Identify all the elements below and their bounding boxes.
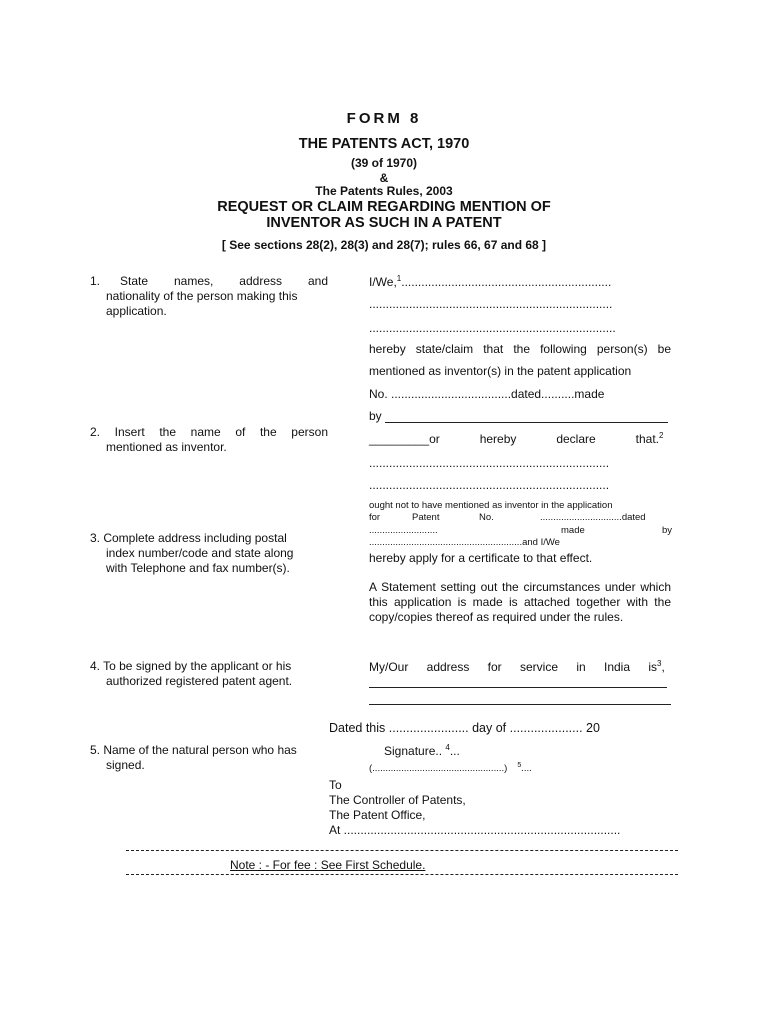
footnote-2-marker: 2 <box>659 431 664 440</box>
declare-line <box>369 431 671 446</box>
made-by-label: by <box>369 409 382 423</box>
address-underline-2 <box>369 704 671 705</box>
footer-divider-top <box>126 850 678 851</box>
note-2-line1: 2. Insert the name of the person <box>90 425 328 439</box>
service-address-text: My/Our address for service in India is <box>369 660 657 674</box>
addressee-to: To <box>329 778 342 792</box>
and-iwe-line: ..........................................................and I/We <box>369 537 560 548</box>
for-label: for <box>369 512 381 523</box>
note-1-line2: nationality of the person making this <box>106 289 298 303</box>
note-1-line1: State names, address and <box>120 274 328 288</box>
note-3-line3: with Telephone and fax number(s). <box>106 561 290 575</box>
by-label-small: by <box>661 525 672 536</box>
note-5-line1: 5. Name of the natural person who has <box>90 743 297 757</box>
fee-note: Note : - For fee : See First Schedule. <box>230 858 426 872</box>
ought-not-line: ought not to have mentioned as inventor in the application <box>369 500 613 511</box>
small-dots: .......................... <box>369 525 438 536</box>
inventor-name-dots-1: ........................................................................ <box>369 456 610 470</box>
addressee-controller: The Controller of Patents, <box>329 793 466 807</box>
declare-text: _________or hereby declare that. <box>369 432 659 446</box>
addressee-at: At ................................................................................... <box>329 823 621 837</box>
statement-paragraph: A Statement setting out the circumstances under which this application is made is attached together with the copy/copies thereof as required under the rules. <box>369 580 671 624</box>
made-label: made <box>561 525 585 536</box>
signatory-parentheses: (..................................................) <box>369 763 508 775</box>
no-label: No. <box>479 512 494 523</box>
note-4-line1: 4. To be signed by the applicant or his <box>90 659 292 673</box>
addressee-office: The Patent Office, <box>329 808 426 822</box>
applicant-name-field <box>369 274 611 289</box>
act-number: (39 of 1970) <box>350 156 418 170</box>
patent-number-line <box>369 512 672 523</box>
state-claim-line2: mentioned as inventor(s) in the patent application <box>369 364 632 378</box>
footnote-5-marker: 5 <box>517 762 522 769</box>
note-3-line1: 3. Complete address including postal <box>90 531 287 545</box>
inventor-name-dots-2: ........................................................................ <box>369 478 610 492</box>
certificate-line: hereby apply for a certificate to that effect. <box>369 551 593 565</box>
state-claim-line1: hereby state/claim that the following person(s) be <box>369 342 671 356</box>
made-by-line-small <box>369 525 672 536</box>
address-comma: , <box>661 660 665 674</box>
signature-dots: ... <box>449 744 460 758</box>
applicant-name-dots: ............................................................... <box>401 275 612 289</box>
signatory-dots: .... <box>521 763 532 775</box>
application-number-line: No. ....................................dated..........made <box>369 387 605 401</box>
note-3-line2: index number/code and state along <box>106 546 294 560</box>
signature-label: Signature.. <box>384 744 446 758</box>
ampersand: & <box>379 171 389 185</box>
footnote-3-marker: 3 <box>657 659 662 668</box>
rules-title: The Patents Rules, 2003 <box>315 184 453 198</box>
applicant-nationality-dots: .......................................................................... <box>369 321 616 335</box>
signature-line <box>384 743 460 758</box>
signatory-name-line <box>369 762 532 774</box>
form-title-line1: REQUEST OR CLAIM REGARDING MENTION OF <box>217 199 551 215</box>
note-4-line2: authorized registered patent agent. <box>106 674 293 688</box>
note-1-line3: application. <box>106 304 167 318</box>
note-5-line2: signed. <box>106 758 145 772</box>
dated-dots: ...............................dated <box>540 512 646 523</box>
note-2-line2: mentioned as inventor. <box>106 440 227 454</box>
made-by-underline <box>385 422 668 423</box>
act-title: THE PATENTS ACT, 1970 <box>298 136 470 152</box>
form-title-line2: INVENTOR AS SUCH IN A PATENT <box>266 215 502 231</box>
sections-reference: [ See sections 28(2), 28(3) and 28(7); rules 66, 67 and 68 ] <box>221 238 547 252</box>
footer-divider-bottom <box>126 874 678 875</box>
dated-line: Dated this ....................... day of ..................... 20 <box>329 721 600 735</box>
service-address-line <box>369 659 671 674</box>
footnote-4-marker: 4 <box>445 743 450 752</box>
iwe-label: I/We, <box>369 275 397 289</box>
footnote-1-marker: 1 <box>396 274 402 283</box>
form-number: FORM 8 <box>346 110 422 127</box>
patent-label: Patent <box>412 512 440 523</box>
address-underline-1 <box>369 687 667 688</box>
applicant-address-dots: ......................................................................... <box>369 297 613 311</box>
note-1-number: 1. <box>90 274 101 288</box>
